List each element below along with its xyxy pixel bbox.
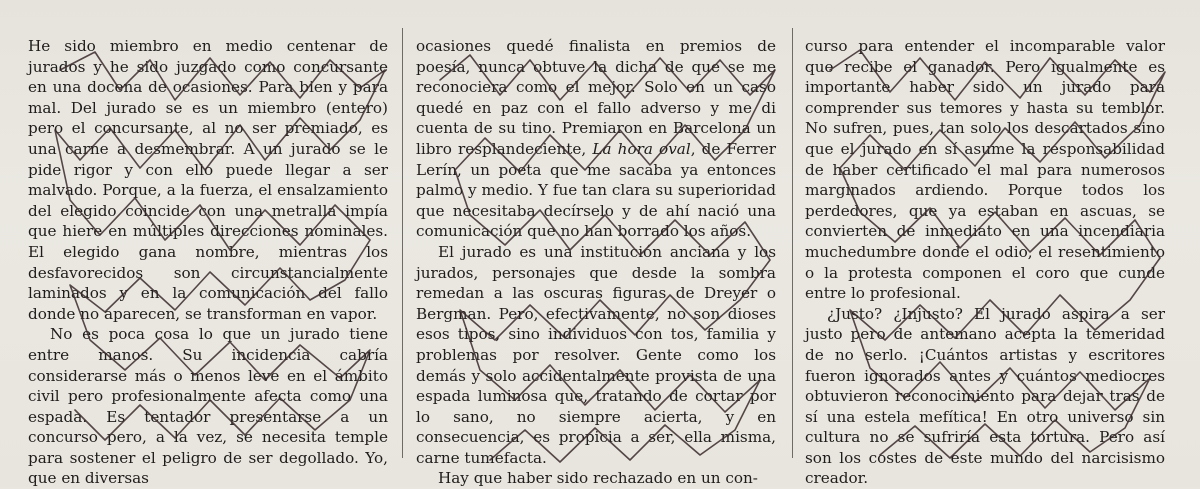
paragraph: [416, 468, 776, 489]
column-divider: [402, 28, 403, 458]
text-segment: ¿Justo? ¿Injusto? El jurado aspira a ser justo pero de antemano acepta la temeridad de no serlo. ¡Cuántos artistas y escritores fueron ignorados antes y cuántos mediocres obtuvieron reconocimiento para dejar tras de sí una estela mefítica! En otro universo sin cultura no se sufriría esta tortura. Pero así son los costes de este mundo del narcisismo creador.: [805, 304, 1165, 488]
paragraph: [416, 242, 776, 469]
text-segment: Hay que haber sido rechazado en un con-: [438, 469, 758, 488]
text-segment: ocasiones quedé finalista en premios de poesía, nunca obtuve la dicha de que se me reconociera como el mejor. Solo en un caso quedé en paz con el fallo adverso y me di cuenta de su tino. Premiaron en Barcelona un libro resplandeciente,: [416, 37, 776, 158]
paragraph: [28, 36, 388, 324]
text-segment: curso para entender el incomparable valor que recibe el ganador. Pero igualmente es importante haber sido un jurado para comprender sus temores y hasta su temblor. No sufren, pues, tan solo los descartados sino que el jurado en sí asume la responsabilidad de haber certificado el mal para numerosos marginados ardiendo. Porque todos los perdedores, que ya estaban en ascuas, se convierten de inmediato en una incendiaria muchedumbre donde el odio, el resentimiento o la protesta componen el coro que cunde entre lo profesional.: [805, 37, 1165, 303]
text-segment: , de Ferrer Lerín, un poeta que me sacaba ya entonces palmo y medio. Y fue tan clara su superioridad que necesitaba decírselo y de ahí nació una comunicación que no han borrado los años.: [416, 139, 777, 241]
text-column-3: [805, 36, 1165, 489]
text-segment: El jurado es una institución anciana y los jurados, personajes que desde la sombra remedan a las oscuras figuras de Dreyer o Bergman. Pero, efectivamente, no son dioses esos tipos, sino individuos con tos, familia y problemas por resolver. Gente como los demás y solo accidentalmente provista de una espada luminosa que, tratando de cortar por lo sano, no siempre acierta, y en consecuencia, es propicia a ser, ella misma, carne tumefacta.: [416, 242, 776, 467]
text-column-1: [28, 36, 388, 489]
text-segment: No es poca cosa lo que un jurado tiene entre manos. Su incidencia cabría considerarse más o menos leve en el ámbito civil pero profesionalmente afecta como una espada. Es tentador presentarse a un concurso pero, a la vez, se necesita temple para sostener el peligro de ser degollado. Yo, que en diversas: [28, 325, 388, 488]
book-title: La hora oval: [592, 139, 691, 158]
paragraph: [805, 36, 1165, 304]
paragraph: [805, 304, 1165, 489]
text-segment: He sido miembro en medio centenar de jurados y he sido juzgado como concursante en una docena de ocasiones. Para bien y para mal. Del jurado se es un miembro (entero) pero el concursante, al no ser premiado, es una carne a desmembrar. A un jurado se le pide rigor y con ello puede llegar a ser malvado. Porque, a la fuerza, el ensalzamiento del elegido coincide con una metralla impía que hiere en múltiples direcciones nominales. El elegido gana nombre, mientras los desfavorecidos son circunstancialmente laminados y en la comunicación del fallo donde no aparecen, se transforman en vapor.: [28, 37, 388, 323]
text-column-2: [416, 36, 776, 489]
paragraph: [416, 36, 776, 242]
paragraph: [28, 324, 388, 489]
column-divider: [792, 28, 793, 458]
